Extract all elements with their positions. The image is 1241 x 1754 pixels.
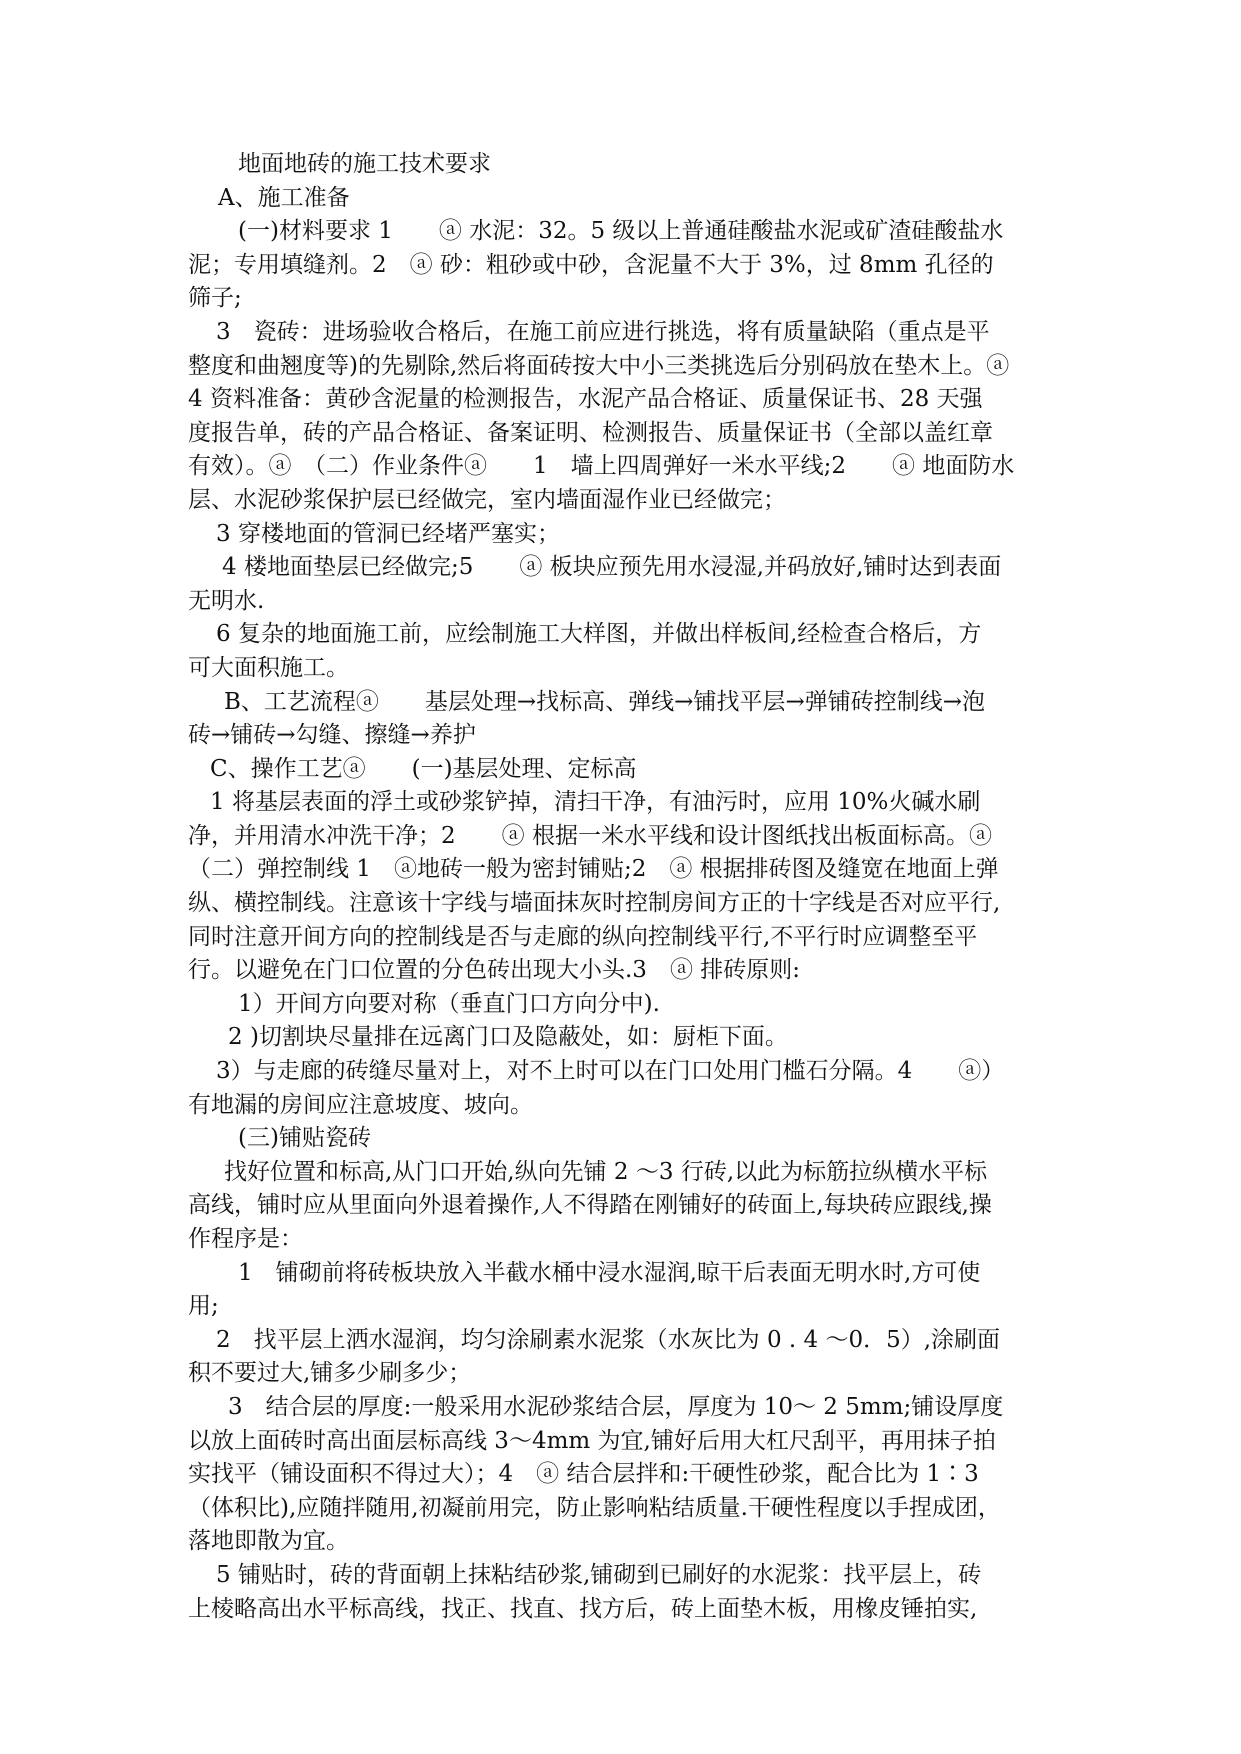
document-body (188, 148, 1054, 1626)
text-line: 3）与走廊的砖缝尽量对上，对不上时可以在门口处用门槛石分隔。4 ⓐ） (216, 1058, 1005, 1085)
text-line: 3 瓷砖：进场验收合格后，在施工前应进行挑选，将有质量缺陷（重点是平 (216, 318, 990, 345)
text-line: C、操作工艺ⓐ (一)基层处理、定标高 (210, 755, 637, 782)
text-line: 行。以避免在门口位置的分色砖出现大小头.3 ⓐ 排砖原则: (188, 957, 801, 984)
text-line: 作程序是： (188, 1226, 303, 1252)
text-line: A、施工准备 (218, 184, 350, 211)
text-line: 1 将基层表面的浮土或砂浆铲掉，清扫干净，有油污时，应用 10%火碱水刷 (210, 789, 981, 816)
text-line: 上棱略高出水平标高线，找正、找直、找方后，砖上面垫木板，用橡皮锤拍实, (188, 1595, 978, 1622)
text-line: 砖→铺砖→勾缝、擦缝→养护 (188, 722, 476, 749)
text-line: 落地即散为宜。 (188, 1528, 349, 1555)
text-line: 以放上面砖时高出面层标高线 3～4mm 为宜,铺好后用大杠尺刮平，再用抹子拍 (188, 1427, 996, 1454)
text-line: 度报告单，砖的产品合格证、备案证明、检测报告、质量保证书（全部以盖红章 (188, 419, 993, 446)
text-line: 整度和曲翘度等)的先剔除,然后将面砖按大中小三类挑选后分别码放在垫木上。ⓐ (188, 352, 1010, 379)
text-line: 实找平（铺设面积不得过大）；4 ⓐ 结合层拌和:干硬性砂浆，配合比为 1∶3 (188, 1461, 979, 1488)
text-line: 有地漏的房间应注意坡度、坡向。 (188, 1091, 533, 1118)
text-line: 层、水泥砂浆保护层已经做完，室内墙面湿作业已经做完； (188, 486, 786, 513)
text-line: 纵、横控制线。注意该十字线与墙面抹灰时控制房间方正的十字线是否对应平行, (188, 890, 1001, 917)
text-line: （体积比),应随拌随用,初凝前用完，防止影响粘结质量.干硬性程度以手捏成团， (188, 1494, 1001, 1521)
text-line: 净，并用清水冲洗干净；2 ⓐ 根据一米水平线和设计图纸找出板面标高。ⓐ (188, 822, 992, 849)
text-line: 2 )切割块尽量排在远离门口及隐蔽处，如：厨柜下面。 (228, 1024, 788, 1051)
text-line: (三)铺贴瓷砖 (238, 1125, 371, 1152)
text-line: 2 找平层上洒水湿润，均匀涂刷素水泥浆（水灰比为 0 . 4 ～0．5）,涂刷面 (216, 1326, 1001, 1353)
text-line: （二）弹控制线 1 ⓐ地砖一般为密封铺贴;2 ⓐ 根据排砖图及缝宽在地面上弹 (188, 856, 999, 883)
text-line: 同时注意开间方向的控制线是否与走廊的纵向控制线平行,不平行时应调整至平 (188, 923, 978, 950)
text-line: 1）开间方向要对称（垂直门口方向分中). (238, 990, 660, 1017)
text-line: 筛子; (188, 285, 242, 312)
text-line: 3 结合层的厚度:一般采用水泥砂浆结合层，厚度为 10～ 2 5mm;铺设厚度 (228, 1393, 1004, 1420)
text-line: 有效）。ⓐ （二）作业条件ⓐ 1 墙上四周弹好一米水平线;2 ⓐ 地面防水 (188, 453, 1015, 480)
text-line: 无明水. (188, 587, 265, 614)
text-line: 可大面积施工。 (188, 654, 349, 681)
text-line: 1 铺砌前将砖板块放入半截水桶中浸水湿润,晾干后表面无明水时,方可使 (238, 1259, 981, 1286)
text-line: 找好位置和标高,从门口开始,纵向先铺 2 ～3 行砖,以此为标筋拉纵横水平标 (224, 1158, 988, 1185)
text-line: 积不要过大,铺多少刷多少； (188, 1360, 472, 1387)
text-line: 泥；专用填缝剂。2 ⓐ 砂：粗砂或中砂，含泥量不大于 3%，过 8mm 孔径的 (188, 251, 994, 278)
text-line: 5 铺贴时，砖的背面朝上抹粘结砂浆,铺砌到已刷好的水泥浆：找平层上，砖 (216, 1561, 982, 1588)
text-line: 高线，铺时应从里面向外退着操作,人不得踏在刚铺好的砖面上,每块砖应跟线,操 (188, 1192, 992, 1219)
text-line: (一)材料要求 1 ⓐ 水泥：32。5 级以上普通硅酸盐水泥或矿渣硅酸盐水 (238, 218, 1004, 245)
text-line: 4 资料准备：黄砂含泥量的检测报告，水泥产品合格证、质量保证书、28 天强 (188, 386, 983, 413)
text-line: 6 复杂的地面施工前，应绘制施工大样图，并做出样板间,经检查合格后，方 (216, 621, 982, 648)
text-line: 3 穿楼地面的管洞已经堵严塞实； (216, 520, 560, 547)
text-line: 用; (188, 1293, 219, 1320)
text-line: B、工艺流程ⓐ 基层处理→找标高、弹线→铺找平层→弹铺砖控制线→泡 (224, 688, 985, 715)
text-line: 4 楼地面垫层已经做完;5 ⓐ 板块应预先用水浸湿,并码放好,铺时达到表面 (222, 554, 1002, 581)
document-title: 地面地砖的施工技术要求 (238, 151, 491, 177)
